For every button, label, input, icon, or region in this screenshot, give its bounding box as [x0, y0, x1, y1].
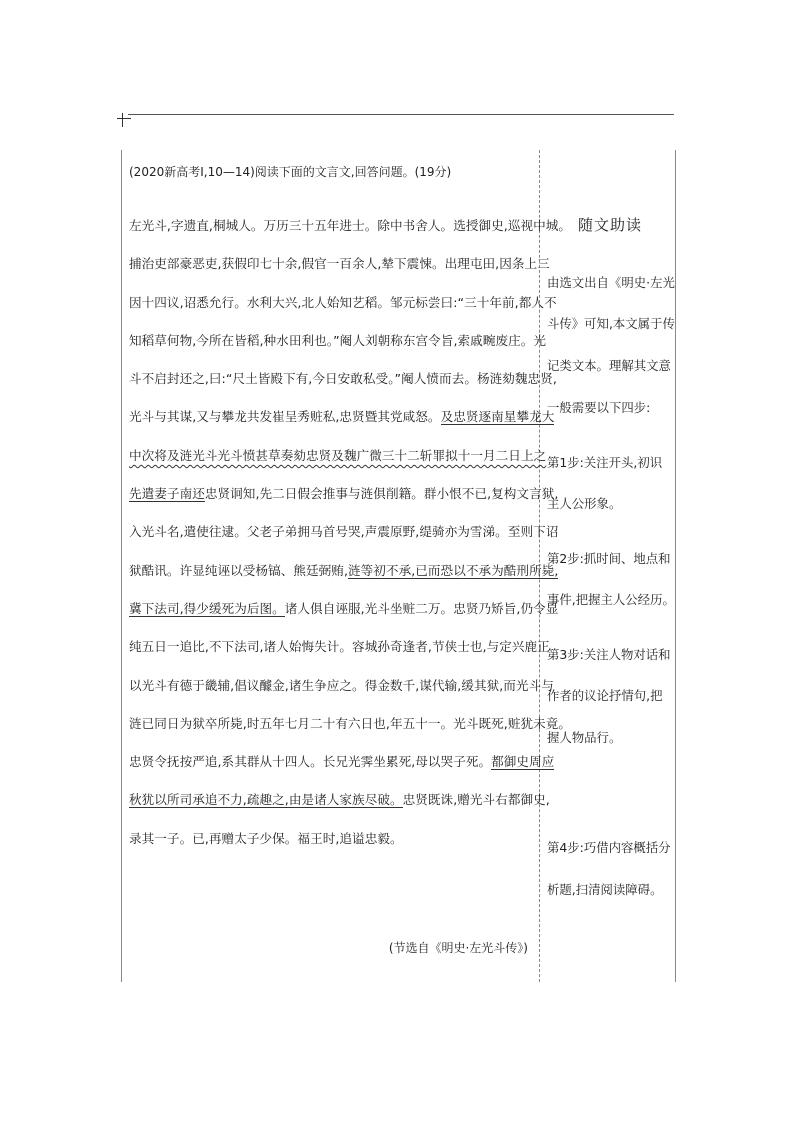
corner-crop-mark — [117, 113, 131, 127]
aside-line: 握人物品行。 — [547, 730, 622, 745]
passage-line: 知稻草何物,今所在皆稻,种水田利也。”阉人刘朝称东宫令旨,索戚畹废庄。光 — [129, 332, 547, 348]
aside-line: 析题,扫清阅读障碍。 — [547, 882, 663, 897]
passage-line: 忠贤令抚按严追,系其群从十四人。长兄光霁坐累死,母以哭子死。都御史周应 — [129, 754, 555, 770]
passage-line: 以光斗有德于畿辅,倡议醵金,诸生争应之。得金数千,谋代输,缓其狱,而光斗与 — [129, 677, 554, 693]
passage-line: 入光斗名,遣使往逮。父老子弟拥马首号哭,声震原野,缇骑亦为雪涕。至则下诏 — [129, 524, 559, 540]
passage-line: 捕治吏部豪恶吏,获假印七十余,假官一百余人,辇下震悚。出理屯田,因条上三 — [129, 256, 550, 272]
aside-line: 第3步:关注人物对话和 — [547, 647, 671, 662]
aside-line: 作者的议论抒情句,把 — [547, 688, 663, 703]
aside-line: 事件,把握主人公经历。 — [547, 592, 675, 607]
aside-line: 由选文出自《明史·左光 — [547, 275, 675, 290]
underlined-sentence: 都御史周应 — [491, 754, 555, 770]
passage-line: 涟已同日为狱卒所毙,时五年七月二十有六日也,年五十一。光斗既死,赃犹未竟。 — [129, 715, 572, 731]
aside-line: 斗传》可知,本文属于传 — [547, 316, 675, 331]
aside-line: 主人公形象。 — [547, 496, 622, 511]
aside-line: 一般需要以下四步: — [547, 400, 651, 415]
underlined-sentence: 冀下法司,得少缓死为后图。 — [129, 600, 285, 616]
passage-line: 秋犹以所司承追不力,疏趣之,由是诸人家族尽破。忠贤既诛,赠光斗右都御史, — [129, 792, 550, 808]
passage-line: 光斗与其谋,又与攀龙共发崔呈秀赃私,忠贤暨其党咸怒。及忠贤逐南星攀龙大 — [129, 409, 555, 425]
passage-line: 先遣妻子南还忠贤诇知,先二日假会推事与涟俱削籍。群小恨不已,复构文言狱, — [129, 486, 559, 502]
wavy-underlined-sentence: 中次将及涟光斗光斗愤甚草奏劾忠贤及魏广微三十二斩罪拟十一月二日上之 — [129, 447, 547, 463]
passage-line: 录其一子。已,再赠太子少保。福王时,追谥忠毅。 — [129, 830, 403, 846]
aside-title: 随文助读 — [578, 216, 643, 234]
passage-line: 斗不启封还之,曰:“尺土皆殿下有,今日安敢私受。”阉人愤而去。杨涟劾魏忠贤, — [129, 371, 557, 387]
underlined-sentence: 涟等初不承,已而恐以不承为酷刑所毙, — [348, 562, 559, 578]
passage-line: 左光斗,字遗直,桐城人。万历三十五年进士。除中书舍人。选授御史,巡视中城。 — [129, 218, 572, 233]
frame-right-border — [675, 150, 676, 982]
underlined-sentence: 及忠贤逐南星攀龙大 — [440, 409, 555, 425]
aside-line: 第4步:巧借内容概括分 — [547, 840, 671, 855]
passage-line: 因十四议,诏悉允行。水利大兴,北人始知艺稻。邹元标尝曰:“三十年前,都人不 — [129, 294, 557, 310]
aside-line: 第1步:关注开头,初识 — [547, 455, 663, 470]
top-rule — [128, 114, 674, 115]
frame-left-border — [121, 150, 122, 982]
passage-line: 纯五日一追比,不下法司,诸人始悔失计。容城孙奇逢者,节侠士也,与定兴鹿正 — [129, 639, 550, 655]
passage-text — [129, 213, 572, 864]
aside-line: 第2步:抓时间、地点和 — [547, 551, 671, 566]
passage-line: 狱酷讯。许显纯诬以受杨镐、熊廷弼贿,涟等初不承,已而恐以不承为酷刑所毙, — [129, 562, 559, 578]
underlined-sentence: 秋犹以所司承追不力,疏趣之,由是诸人家族尽破。 — [129, 792, 403, 808]
underlined-sentence: 先遣妻子南还 — [129, 486, 205, 502]
passage-line — [129, 443, 547, 481]
question-prompt: (2020新高考Ⅰ,10—14)阅读下面的文言文,回答问题。(19分) — [129, 165, 452, 179]
aside-line: 记类文本。理解其文意 — [547, 358, 671, 373]
source-citation: (节选自《明史·左光斗传》) — [388, 941, 528, 955]
passage-line: 冀下法司,得少缓死为后图。诸人俱自诬服,光斗坐赃二万。忠贤乃矫旨,仍令显 — [129, 600, 559, 616]
